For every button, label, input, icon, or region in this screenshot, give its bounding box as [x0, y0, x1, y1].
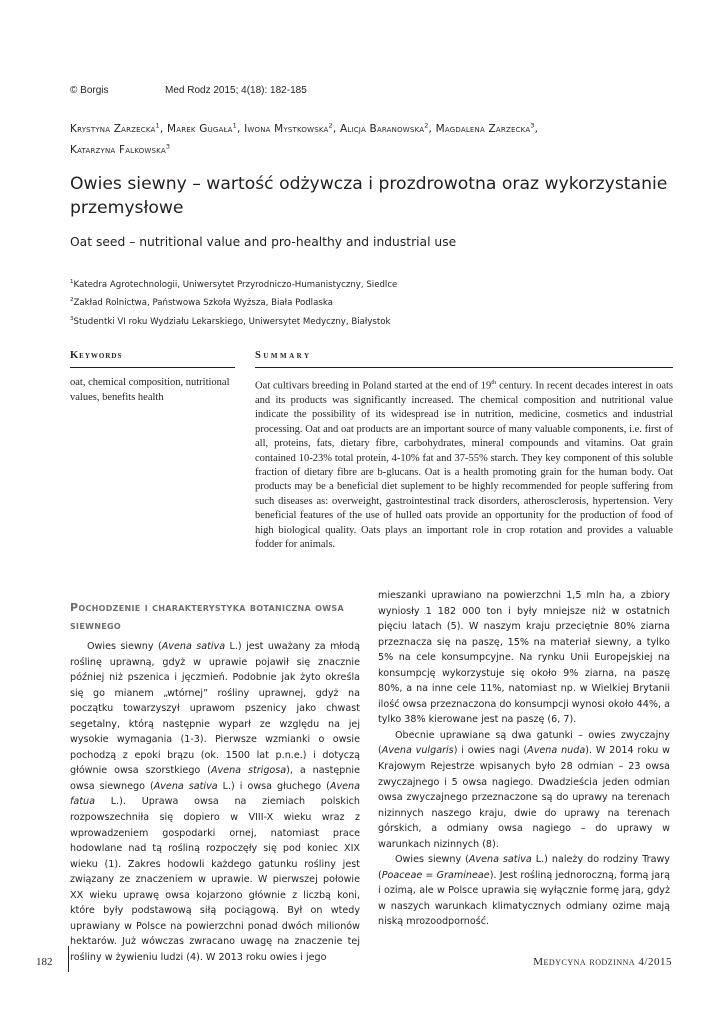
section-heading: Pochodzenie i charakterystyka botaniczna owsa siewnego	[70, 601, 344, 632]
article-subtitle: Oat seed – nutritional value and pro-healthy and industrial use	[70, 235, 457, 249]
copyright-label: © Borgis	[70, 85, 109, 96]
affiliation: $^3$Studentki VI roku Wydziału Lekarskiego, Uniwersytet Medyczny, Białystok	[70, 315, 391, 327]
body-paragraph: mieszanki uprawiano na powierzchni 1,5 mln ha, a zbiory wyniosły 1 182 000 ton i były mniejsze niż w ostatnich pięciu latach (5). W naszym kraju przeciętnie 80% ziarna przeznacza się na paszę, 15% na materiał siewny, a tylko 5% na cele konsumpcyjne. Na rynku Unii Europejskiej na konsumpcję wykorzystuje się około 9% ziarna, na paszę 80%, a na inne cele 11%, natomiast np. w Wielkiej Brytanii ilość owsa przeznaczona do konsumpcji wynosi około 44%, a tylko 38% kierowane jest na paszę (6, 7).	[378, 590, 670, 726]
affiliation: $^2$Zakład Rolnictwa, Państwowa Szkoła Wyższa, Biała Podlaska	[70, 297, 333, 309]
footer-divider	[68, 946, 69, 972]
author: Iwona Mystkowska$^2$,	[244, 121, 340, 135]
page-header	[70, 85, 307, 96]
keywords-heading: Keywords	[70, 350, 235, 368]
author-list	[70, 116, 670, 159]
author: Krystyna Zarzecka$^1$,	[70, 121, 167, 135]
body-paragraph: Owies siewny (Avena sativa L.) jest uważany za młodą roślinę uprawną, gdyż w uprawie pojawił się znacznie później niż pszenica i jęczmień. Podobnie jak żyto określa się go mianem „wtórnej” rośliny uprawnej, gdyż na początku towarzyszył uprawom pszenicy jako chwast segetalny, którą następnie wyparł ze względu na jej wysokie wymagania (1-3). Pierwsze wzmianki o owsie pochodzą z epoki brązu (ok. 1500 lat p.n.e.) i dotyczą głównie owsa szorstkiego (Avena strigosa), a następnie owsa siewnego (Avena sativa L.) i owsa głuchego (Avena fatua L.). Uprawa owsa na ziemiach polskich rozpowszechniła się dopiero w VIII-X wieku wraz z wprowadzeniem gospodarki ornej, natomiast prace hodowlane nad tą rośliną rozpoczęły się pod koniec XIX wieku (1). Zakres hodowli każdego gatunku rośliny jest związany ze znaczeniem w uprawie. W pierwszej połowie XX wieku uprawę owsa kojarzono głównie z liczbą koni, które były podstawową siłą pociągową. Był on wtedy uprawiany w Polsce na powierzchni ponad dwóch milionów hektarów. Już wówczas zwracano uwagę na znaczenie tej rośliny w żywieniu ludzi (4). W 2013 roku owies i jego	[70, 641, 361, 963]
author: Marek Gugała$^1$,	[166, 121, 245, 135]
body-column-right	[378, 588, 670, 930]
journal-reference: Med Rodz 2015; 4(18): 182-185	[165, 85, 307, 96]
affiliation: $^1$Katedra Agrotechnologii, Uniwersytet Przyrodniczo-Humanistyczny, Siedlce	[70, 279, 398, 290]
body-paragraph: Obecnie uprawiane są dwa gatunki – owies zwyczajny (Avena vulgaris) i owies nagi (Avena nuda). W 2014 roku w Krajowym Rejestrze wpisanych było 28 odmian – 23 owsa zwyczajnego i 5 owsa nagiego. Dwadzieścia jeden odmian owsa zwyczajnego przeznaczone są do uprawy na terenach nizinnych naszego kraju, dwie do uprawy na terenach górskich, a odmiany owsa nagiego – do uprawy w warunkach nizinnych (8).	[378, 729, 670, 850]
footer-journal-name: Medycyna rodzinna 4/2015	[533, 956, 672, 968]
author: Katarzyna Falkowska$^3$	[70, 142, 171, 156]
summary-heading: Summary	[255, 350, 673, 368]
author: Alicja Baranowska$^2$,	[339, 121, 436, 135]
body-paragraph: Owies siewny (Avena sativa L.) należy do rodziny Trawy (Poaceae = Gramineae). Jest rośliną jednoroczną, formą jarą i ozimą, ale w Polsce uprawia się wyłącznie formę jarą, gdyż w naszych warunkach klimatycznych odmiany ozime mają niską mrozoodporność.	[378, 854, 670, 928]
article-title: Owies siewny – wartość odżywcza i prozdrowotna oraz wykorzystanie przemysłowe	[70, 174, 668, 218]
affiliation-list	[70, 275, 670, 330]
keywords-text: oat, chemical composition, nutritional values, benefits health	[70, 377, 230, 403]
body-column-left	[70, 599, 360, 965]
author: Magdalena Zarzecka$^3$,	[435, 121, 539, 135]
page-number: 182	[36, 956, 53, 968]
summary-text: Oat cultivars breeding in Poland started at the end of 19th century. In recent decades interest in oats and its products was significantly increased. The chemical composition and nutritional value indicate the possibility of its widespread ise in nutrition, medicine, cosmetics and industrial processing. Oat and oat products are an important source of many valuable components, i.e. first of all, proteins, fats, dietary fibre, carbohydrates, mineral compounds and vitamins. Oat grain contained 10-23% total protein, 4-10% fat and 37-55% starch. They key component of this soluble fraction of dietary fibre are b-glucans. Oat is a health promoting grain for the human body. Oat products may be a beneficial diet suplement to be highly recommended for people suffering from such diseases as: overweight, gastrointestinal track disorders, atherosclerosis, hypertension. Very beneficial features of the use of hulled oats provide an opportunity for the production of food of high biological quality. Oats plays an important role in crop rotation and provides a valuable fodder for animals.	[255, 379, 673, 550]
